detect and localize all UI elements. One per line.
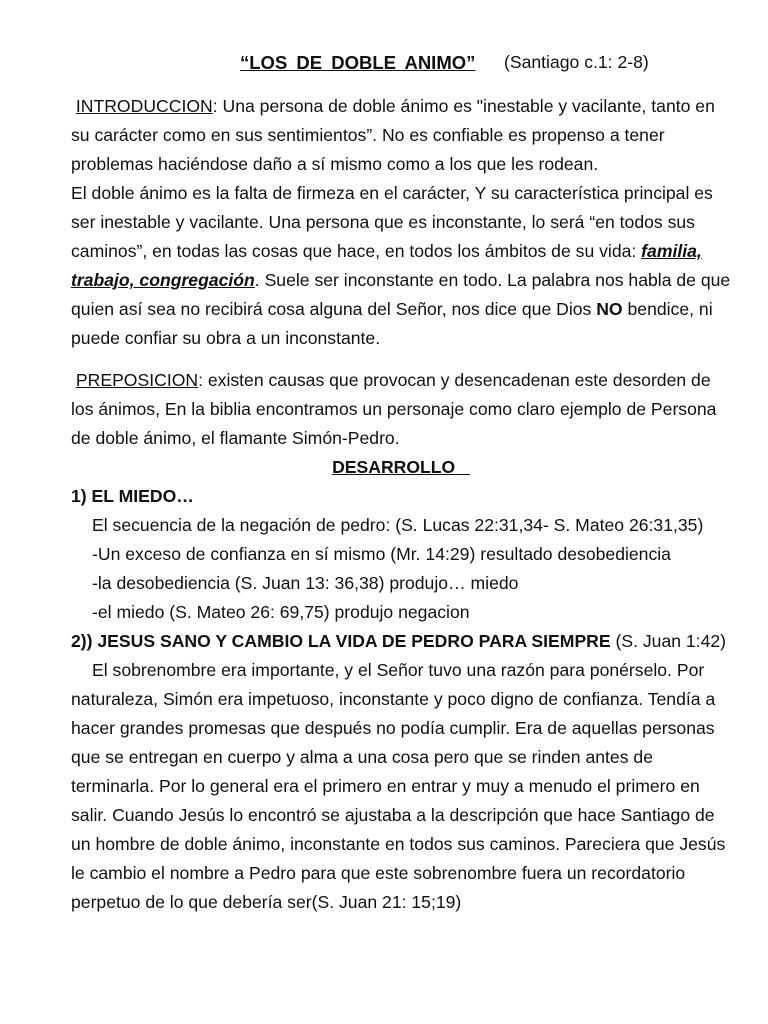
point1-line: El secuencia de la negación de pedro: (S. Lucas 22:31,34- S. Mateo 26:31,35) [92,515,704,535]
intro-text-a: : Una persona de doble ánimo es "inestable y vacilante, tanto en su carácter como en sus sentimientos”. No es confiable es propenso a tener problemas haciéndose daño a sí mismo como a los que les rodean. [71,96,715,174]
title-reference: (Santiago c.1: 2-8) [504,52,649,72]
desarrollo-heading-line [71,453,731,482]
intro-paragraph-1 [71,92,731,179]
intro-text-d: bendice, ni puede confiar su obra a un inconstante. [71,299,713,348]
point1-line: -el miedo (S. Mateo 26: 69,75) produjo negacion [92,602,470,622]
intro-emphasis: familia, trabajo, congregación [71,241,702,290]
title-row [0,48,768,78]
point2-paragraph: El sobrenombre era importante, y el Señor tuvo una razón para ponérselo. Por naturaleza, Simón era impetuoso, inconstante y poco digno de confianza. Tendía a hacer grandes promesas que después no podía cumplir. Era de aquellas personas que se entregan en cuerpo y alma a una cosa pero que se rinden antes de terminarla. Por lo general era el primero en entrar y muy a menudo el primero en salir. Cuando Jesús lo encontró se ajustaba a la descripción que hace Santiago de un hombre de doble ánimo, inconstante en todos sus caminos. Pareciera que Jesús le cambio el nombre a Pedro para que este sobrenombre fuera un recordatorio perpetuo de lo que debería ser(S. Juan 21: 15;19) [71,660,726,912]
desarrollo-heading: DESARROLLO [332,457,470,477]
point1-heading: 1) EL MIEDO… [71,486,194,506]
point1-line: -Un exceso de confianza en sí mismo (Mr. 14:29) resultado desobediencia [92,544,671,564]
intro-label: INTRODUCCION [75,96,213,116]
desarrollo-section [71,453,731,917]
preposicion-label: PREPOSICION [75,370,199,390]
preposicion-section [71,366,731,453]
intro-paragraph-2 [71,179,731,353]
preposicion-paragraph [71,366,731,453]
point2-reference: (S. Juan 1:42) [610,631,727,651]
point2-heading: 2)) JESUS SANO Y CAMBIO LA VIDA DE PEDRO PARA SIEMPRE [71,631,611,651]
page-title: “LOS DE DOBLE ANIMO” [240,52,476,73]
intro-text-b: El doble ánimo es la falta de firmeza en el carácter, Y su característica principal es ser inestable y vacilante. Una persona que es inconstante, lo será “en todos sus caminos”, en todas las cosas que hace, en todos los ámbitos de su vida: [71,183,713,261]
intro-text-c: . Suele ser inconstante en todo. La palabra nos habla de que quien así sea no recibirá cosa alguna del Señor, nos dice que Dios [71,270,731,319]
preposicion-text: : existen causas que provocan y desencadenan este desorden de los ánimos, En la biblia encontramos un personaje como claro ejemplo de Persona de doble ánimo, el flamante Simón-Pedro. [71,370,717,448]
point2-heading-line [71,627,731,656]
intro-no: NO [596,299,623,319]
point1-line: -la desobediencia (S. Juan 13: 36,38) produjo… miedo [92,573,519,593]
intro-section [71,92,731,353]
